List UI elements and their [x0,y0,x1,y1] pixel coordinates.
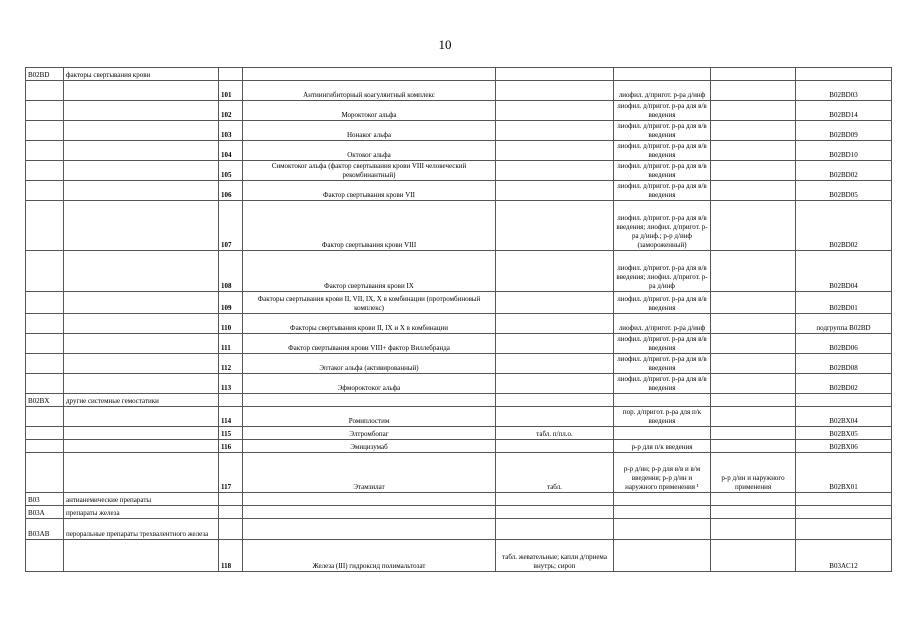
row-group [64,314,219,334]
row-form-solution: лиофил. д/пригот. р-ра для в/в введения [614,101,711,121]
table-row [26,292,892,314]
row-group [64,427,219,440]
row-form-external [711,519,796,540]
row-atc-code: B02BX06 [796,440,892,453]
row-group [64,453,219,493]
row-drug-name [243,493,496,506]
row-form-external [711,68,796,81]
row-form-tablets: табл. жевательные; капли д/приема внутрь; сироп [496,540,614,572]
table-row [26,407,892,427]
row-drug-name: Факторы свертывания крови II, VII, IX, X в комбинации (протромбиновый комплекс) [243,292,496,314]
row-number [219,68,243,81]
row-drug-name: Ромиплостим [243,407,496,427]
row-number: 114 [219,407,243,427]
row-drug-name: Нонаког альфа [243,121,496,141]
row-form-tablets [496,251,614,292]
row-form-tablets [496,81,614,101]
row-group [64,141,219,161]
row-group [64,201,219,251]
row-group [64,181,219,201]
row-drug-name: Фактор свертывания крови VII [243,181,496,201]
row-form-tablets [496,493,614,506]
row-code [26,314,64,334]
row-form-tablets [496,292,614,314]
row-drug-name [243,519,496,540]
row-form-tablets [496,68,614,81]
row-form-tablets [496,334,614,354]
row-form-solution [614,394,711,407]
row-atc-code: B02BD10 [796,141,892,161]
row-form-external [711,251,796,292]
row-form-tablets [496,141,614,161]
drug-list-table [25,67,892,572]
row-atc-code: B02BD14 [796,101,892,121]
row-form-external [711,314,796,334]
row-form-solution: лиофил. д/пригот. р-ра для в/в введения [614,354,711,374]
row-form-solution: лиофил. д/пригот. р-ра для в/в введения [614,374,711,394]
table-row [26,394,892,407]
row-form-tablets: табл. п/пл.о. [496,427,614,440]
row-form-external [711,354,796,374]
row-form-solution: лиофил. д/пригот. р-ра для в/в введения [614,121,711,141]
row-form-solution: р-р для п/к введения [614,440,711,453]
table-row [26,374,892,394]
row-form-external [711,374,796,394]
row-form-external [711,334,796,354]
row-atc-code [796,506,892,519]
row-number [219,519,243,540]
row-group [64,407,219,427]
row-number: 104 [219,141,243,161]
row-drug-name: Эфмороктоког альфа [243,374,496,394]
row-group [64,161,219,181]
row-form-external [711,440,796,453]
row-code: B03A [26,506,64,519]
row-drug-name [243,506,496,519]
row-form-external [711,292,796,314]
row-drug-name: Эмицизумаб [243,440,496,453]
row-form-solution [614,506,711,519]
row-form-solution [614,519,711,540]
row-group [64,440,219,453]
row-code [26,181,64,201]
row-number: 103 [219,121,243,141]
row-form-tablets [496,394,614,407]
row-number: 113 [219,374,243,394]
row-code [26,292,64,314]
row-drug-name: Симоктоког альфа (фактор свертывания крови VIII человеческий рекомбинантный) [243,161,496,181]
row-group: пероральные препараты трехвалентного железа [64,519,219,540]
row-number [219,506,243,519]
row-code [26,453,64,493]
table-row [26,251,892,292]
row-form-tablets [496,201,614,251]
row-drug-name: Эптаког альфа (активированный) [243,354,496,374]
row-form-solution: лиофил. д/пригот. р-ра для в/в введения; лиофил. д/пригот. р-ра д/инф.; р-р д/инф (замороженный) [614,201,711,251]
row-group: другие системные гемостатики [64,394,219,407]
row-code: B02BX [26,394,64,407]
row-code [26,427,64,440]
row-drug-name: Фактор свертывания крови VIII+ фактор Виллебранда [243,334,496,354]
row-code [26,374,64,394]
table-row [26,81,892,101]
row-form-external [711,101,796,121]
table-row [26,101,892,121]
row-form-solution [614,68,711,81]
row-atc-code: B02BD09 [796,121,892,141]
row-code: B03 [26,493,64,506]
table-row [26,440,892,453]
row-form-solution: лиофил. д/пригот. р-ра для в/в введения; лиофил. д/пригот. р-ра д/инф [614,251,711,292]
row-form-tablets [496,519,614,540]
row-atc-code: B02BD08 [796,354,892,374]
row-number: 105 [219,161,243,181]
row-form-external [711,201,796,251]
row-atc-code: B02BD02 [796,161,892,181]
row-atc-code [796,394,892,407]
table-row [26,427,892,440]
row-form-tablets [496,161,614,181]
row-group: препараты железа [64,506,219,519]
row-form-solution [614,427,711,440]
row-atc-code [796,519,892,540]
row-number: 101 [219,81,243,101]
row-form-solution: пор. д/пригот. р-ра для п/к введения [614,407,711,427]
row-drug-name: Мороктоког альфа [243,101,496,121]
row-form-solution: лиофил. д/пригот. р-ра для в/в введения [614,141,711,161]
table-row [26,181,892,201]
row-form-external [711,540,796,572]
row-code [26,334,64,354]
row-form-external [711,81,796,101]
row-group [64,121,219,141]
row-number: 115 [219,427,243,440]
row-form-external: р-р д/ин и наружного применения [711,453,796,493]
row-drug-name: Фактор свертывания крови IX [243,251,496,292]
row-drug-name: Железа (III) гидроксид полимальтозат [243,540,496,572]
row-drug-name: Элтромбопаг [243,427,496,440]
row-code [26,101,64,121]
row-group: факторы свертывания крови [64,68,219,81]
table-row [26,68,892,81]
row-code [26,540,64,572]
row-atc-code [796,68,892,81]
table-row [26,519,892,540]
row-number: 116 [219,440,243,453]
row-number [219,493,243,506]
row-code [26,141,64,161]
row-atc-code [796,493,892,506]
row-drug-name: Этамзилат [243,453,496,493]
row-code: B03AB [26,519,64,540]
row-form-solution: р-р д/ин; р-р для в/в и в/м введения; р-р д/ин и наружного применения ¹ [614,453,711,493]
row-form-external [711,394,796,407]
row-code [26,440,64,453]
row-group [64,251,219,292]
table-row [26,493,892,506]
row-form-solution: лиофил. д/пригот. р-ра для в/в введения [614,161,711,181]
row-form-tablets: табл. [496,453,614,493]
row-number: 109 [219,292,243,314]
table-row [26,334,892,354]
table-row [26,121,892,141]
row-atc-code: B02BD04 [796,251,892,292]
table-row [26,453,892,493]
row-group: антианемические препараты [64,493,219,506]
row-form-tablets [496,354,614,374]
row-number: 106 [219,181,243,201]
row-number: 111 [219,334,243,354]
row-code [26,81,64,101]
row-code [26,161,64,181]
row-number: 118 [219,540,243,572]
page-number: 10 [438,37,452,52]
row-code [26,407,64,427]
table-body [26,68,892,572]
row-number: 102 [219,101,243,121]
row-code [26,121,64,141]
row-form-tablets [496,374,614,394]
row-atc-code: B02BD03 [796,81,892,101]
row-form-tablets [496,506,614,519]
row-form-tablets [496,101,614,121]
row-form-solution: лиофил. д/пригот. р-ра для в/в введения [614,334,711,354]
row-group [64,292,219,314]
table-row [26,314,892,334]
row-atc-code: B02BD05 [796,181,892,201]
row-group [64,374,219,394]
row-form-external [711,407,796,427]
row-code [26,201,64,251]
row-form-external [711,181,796,201]
row-code [26,251,64,292]
row-form-solution: лиофил. д/пригот. р-ра д/инф [614,314,711,334]
row-drug-name [243,394,496,407]
table-row [26,506,892,519]
row-form-solution: лиофил. д/пригот. р-ра для в/в введения [614,292,711,314]
row-form-solution: лиофил. д/пригот. р-ра для в/в введения [614,181,711,201]
row-form-external [711,121,796,141]
row-form-external [711,141,796,161]
row-form-tablets [496,407,614,427]
row-atc-code: подгруппа B02BD [796,314,892,334]
row-code [26,354,64,374]
row-form-solution [614,540,711,572]
row-form-external [711,427,796,440]
row-form-tablets [496,181,614,201]
row-atc-code: B02BD01 [796,292,892,314]
row-drug-name: Октоког альфа [243,141,496,161]
row-form-solution: лиофил. д/пригот. р-ра д/инф [614,81,711,101]
row-group [64,540,219,572]
row-form-tablets [496,121,614,141]
row-atc-code: B03AC12 [796,540,892,572]
row-number: 112 [219,354,243,374]
row-form-tablets [496,314,614,334]
row-number: 110 [219,314,243,334]
table-row [26,201,892,251]
row-number: 107 [219,201,243,251]
row-form-external [711,161,796,181]
row-drug-name [243,68,496,81]
row-atc-code: B02BD02 [796,201,892,251]
row-atc-code: B02BX05 [796,427,892,440]
row-drug-name: Фактор свертывания крови VIII [243,201,496,251]
row-form-external [711,506,796,519]
row-group [64,81,219,101]
row-group [64,334,219,354]
row-number: 108 [219,251,243,292]
row-atc-code: B02BX04 [796,407,892,427]
row-group [64,354,219,374]
row-group [64,101,219,121]
row-drug-name: Факторы свертывания крови II, IX и X в комбинации [243,314,496,334]
table-row [26,354,892,374]
table-row [26,141,892,161]
row-atc-code: B02BD02 [796,374,892,394]
row-atc-code: B02BX01 [796,453,892,493]
row-code: B02BD [26,68,64,81]
row-drug-name: Антиингибиторный коагулянтный комплекс [243,81,496,101]
table-row [26,161,892,181]
row-number [219,394,243,407]
row-form-external [711,493,796,506]
row-number: 117 [219,453,243,493]
row-atc-code: B02BD06 [796,334,892,354]
row-form-solution [614,493,711,506]
table-row [26,540,892,572]
row-form-tablets [496,440,614,453]
